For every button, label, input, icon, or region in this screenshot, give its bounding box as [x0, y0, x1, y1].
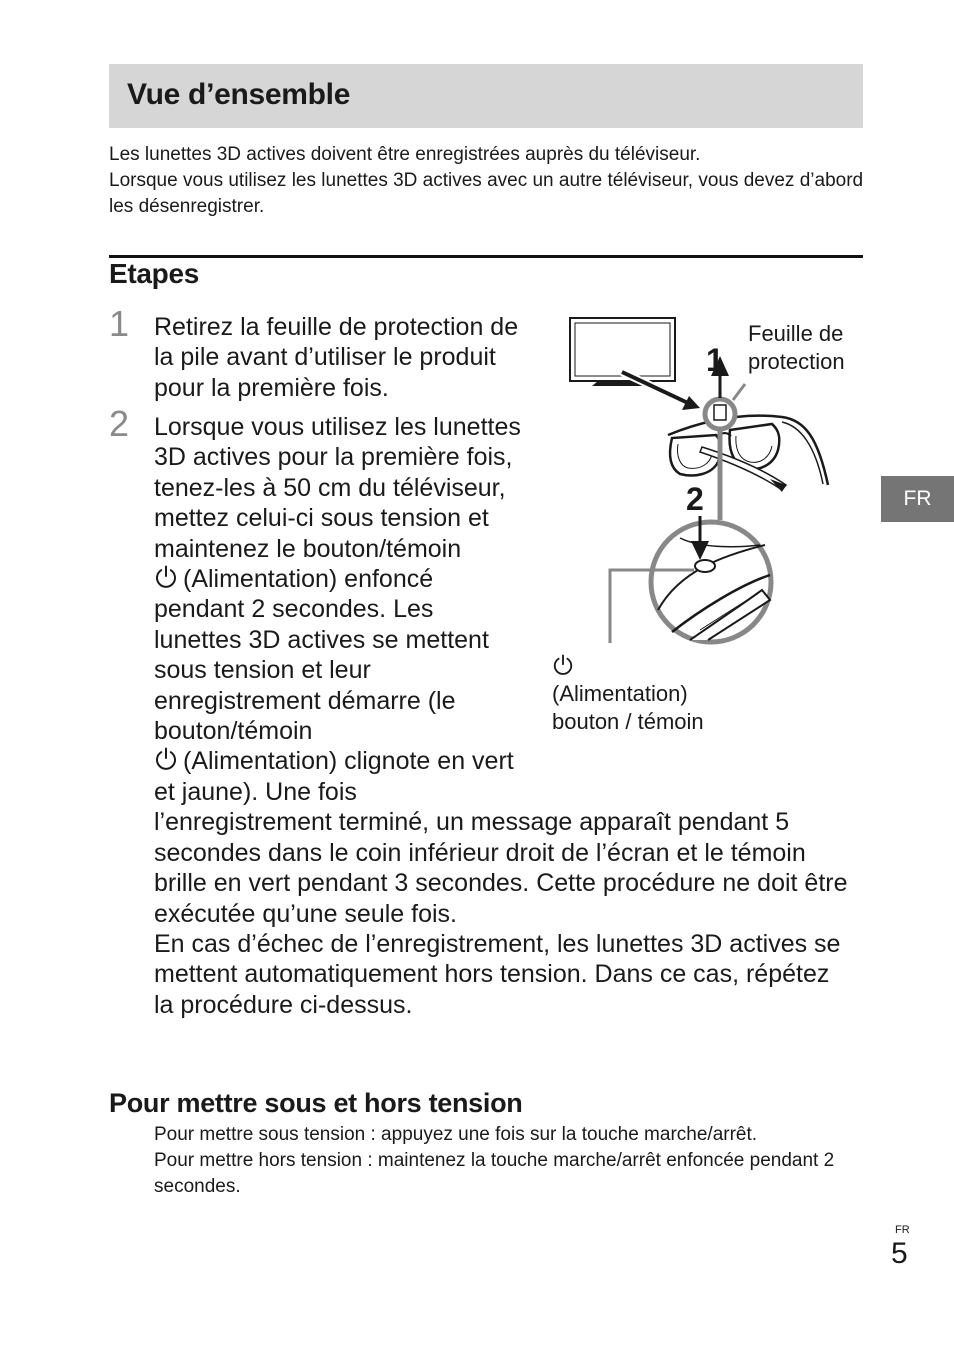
label-power-line-1: (Alimentation) [552, 652, 704, 708]
step-2-part-4: l’enregistrement terminé, un message apparaît pendant 5 secondes dans le coin inférieur droit de l’écran et le témoin brille en vert pendant 3 secondes. Cette procédure ne doit être exécutée qu’une seule fois. [154, 808, 848, 928]
power-icon [552, 654, 574, 676]
power-section-heading: Pour mettre sous et hors tension [109, 1088, 523, 1118]
power-icon [154, 747, 178, 771]
page-number: 5 [891, 1237, 908, 1270]
page-title: Vue d’ensemble [127, 78, 351, 111]
callout-number-1: 1 [706, 342, 724, 378]
zoom-circle-power-button [651, 522, 771, 642]
footer-language: FR [895, 1224, 910, 1236]
section-title-bar [109, 64, 863, 128]
step-2-part-1: Lorsque vous utilisez les lunettes 3D actives pour la première fois, tenez-les à 50 cm du téléviseur, mettez celui-ci sous tension et maintenez le bouton/témoin [154, 413, 521, 563]
leader-line-feuille [733, 384, 745, 400]
step-2-line-power-2 [154, 746, 526, 807]
power-on-instruction: Pour mettre sous tension : appuyez une fois sur la touche marche/arrêt. [154, 1124, 758, 1145]
step-2-part-5: En cas d’échec de l’enregistrement, les lunettes 3D actives se mettent automatiquement hors tension. Dans ce cas, répétez la procédure ci-dessus. [154, 929, 841, 1019]
section-divider [109, 255, 863, 258]
step-2-part-2: (Alimentation) enfoncé pendant 2 secondes. Les lunettes 3D actives se mettent sous tension et leur enregistrement démarre (le bouton/témoin [154, 565, 489, 746]
step-1-text: Retirez la feuille de protection de la pile avant d’utiliser le produit pour la première fois. [154, 313, 519, 402]
intro-text [109, 142, 869, 220]
step-2-line-power-1 [154, 564, 526, 746]
intro-line-2: Lorsque vous utilisez les lunettes 3D actives avec un autre téléviseur, vous devez d’abord les désenregistrer. [109, 170, 864, 217]
power-icon [154, 565, 178, 589]
power-section-body [154, 1122, 854, 1200]
intro-line-1: Les lunettes 3D actives doivent être enregistrées auprès du téléviseur. [109, 144, 701, 165]
label-power-line-2: bouton / témoin [552, 709, 704, 734]
etapes-heading: Etapes [109, 258, 200, 289]
step-2-number: 2 [109, 403, 130, 444]
label-feuille-de-protection: Feuille de protection [748, 321, 845, 374]
power-off-instruction: Pour mettre hors tension : maintenez la touche marche/arrêt enfoncée pendant 2 secondes. [154, 1150, 835, 1197]
callout-circle-top [705, 399, 735, 429]
callout-number-2: 2 [686, 481, 704, 517]
step-2-part-3: (Alimentation) clignote en vert et jaune). Une fois [154, 747, 514, 806]
label-power-button [552, 652, 704, 736]
language-side-tab: FR [881, 476, 954, 522]
step-1-number: 1 [109, 303, 130, 344]
